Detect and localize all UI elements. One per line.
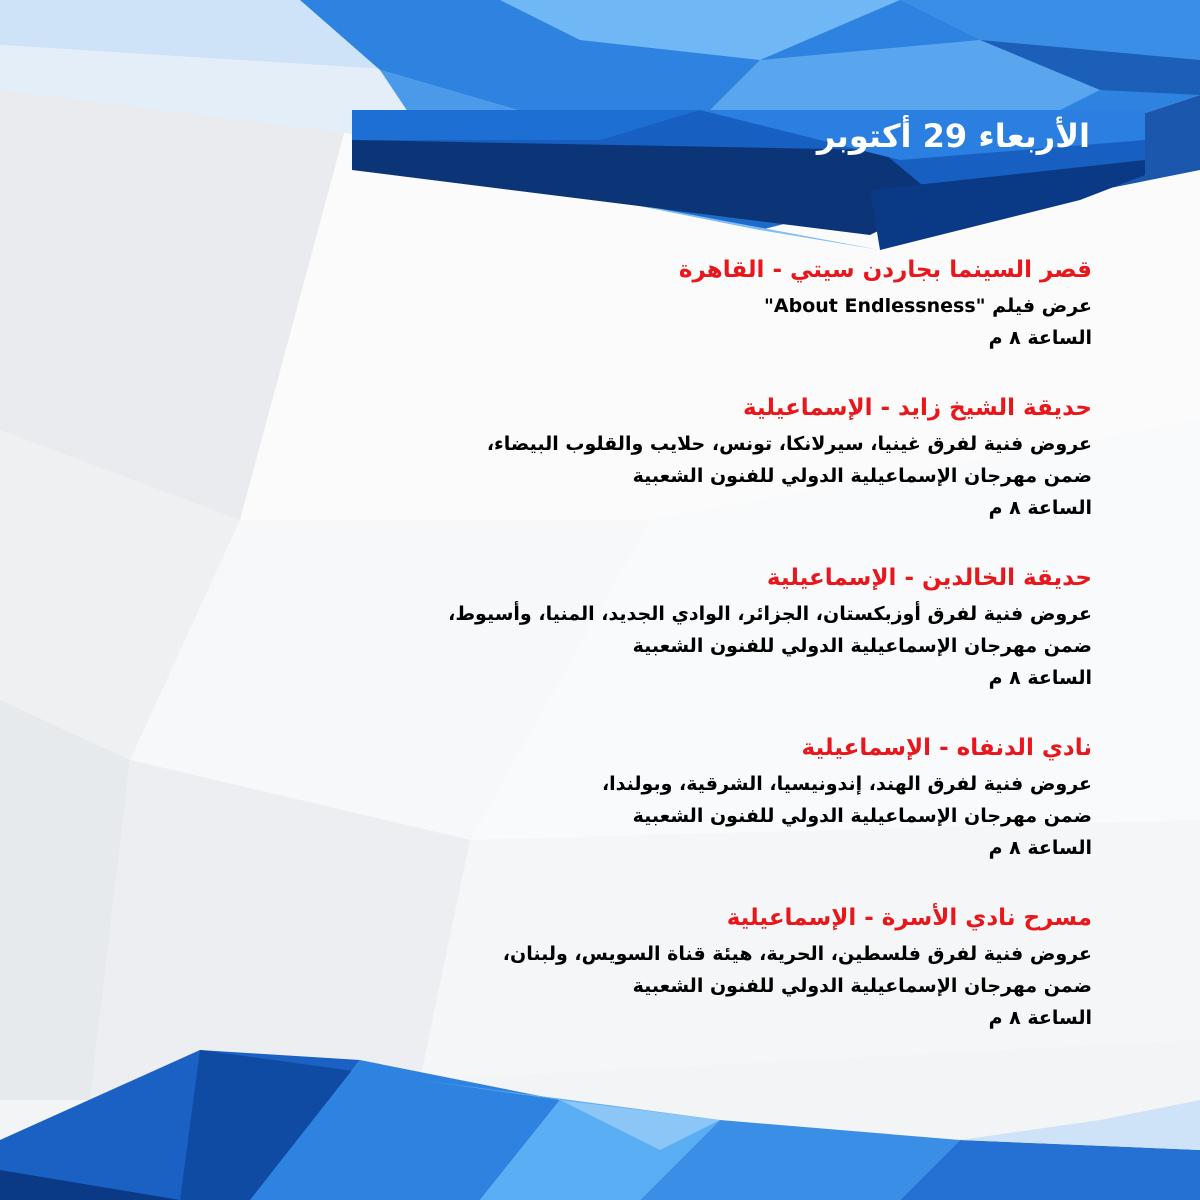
event-description: عروض فنية لفرق أوزبكستان، الجزائر، الوادي الجديد، المنيا، وأسيوط،	[448, 603, 1092, 625]
event-item	[332, 728, 1092, 864]
event-venue: حديقة الخالدين - الإسماعيلية	[766, 565, 1092, 591]
event-time: الساعة ٨ م	[988, 327, 1092, 349]
event-time: الساعة ٨ م	[988, 837, 1092, 859]
event-venue: مسرح نادي الأسرة - الإسماعيلية	[726, 905, 1092, 931]
event-description: عروض فنية لفرق الهند، إندونيسيا، الشرقية، وبولندا،	[601, 773, 1092, 795]
event-venue: قصر السينما بجاردن سيتي - القاهرة	[678, 257, 1092, 283]
event-item	[332, 558, 1092, 694]
event-time: الساعة ٨ م	[988, 1007, 1092, 1029]
event-festival: ضمن مهرجان الإسماعيلية الدولي للفنون الشعبية	[632, 635, 1092, 657]
events-list	[332, 250, 1092, 1034]
event-item	[332, 898, 1092, 1034]
film-title: "About Endlessness"	[764, 295, 986, 317]
event-festival: ضمن مهرجان الإسماعيلية الدولي للفنون الشعبية	[632, 805, 1092, 827]
event-venue: حديقة الشيخ زايد - الإسماعيلية	[742, 395, 1092, 421]
event-description: عروض فنية لفرق فلسطين، الحرية، هيئة قناة السويس، ولبنان،	[502, 943, 1092, 965]
event-time: الساعة ٨ م	[988, 497, 1092, 519]
event-venue: نادي الدنفاه - الإسماعيلية	[801, 735, 1092, 761]
event-item	[332, 250, 1092, 354]
event-festival: ضمن مهرجان الإسماعيلية الدولي للفنون الشعبية	[632, 465, 1092, 487]
event-item	[332, 388, 1092, 524]
date-heading: الأربعاء 29 أكتوبر	[816, 117, 1090, 155]
event-description	[332, 290, 1092, 322]
event-description: عروض فنية لفرق غينيا، سيرلانكا، تونس، حلايب والقلوب البيضاء،	[486, 433, 1092, 455]
event-festival: ضمن مهرجان الإسماعيلية الدولي للفنون الشعبية	[632, 975, 1092, 997]
film-label: عرض فيلم	[992, 295, 1092, 317]
event-time: الساعة ٨ م	[988, 667, 1092, 689]
